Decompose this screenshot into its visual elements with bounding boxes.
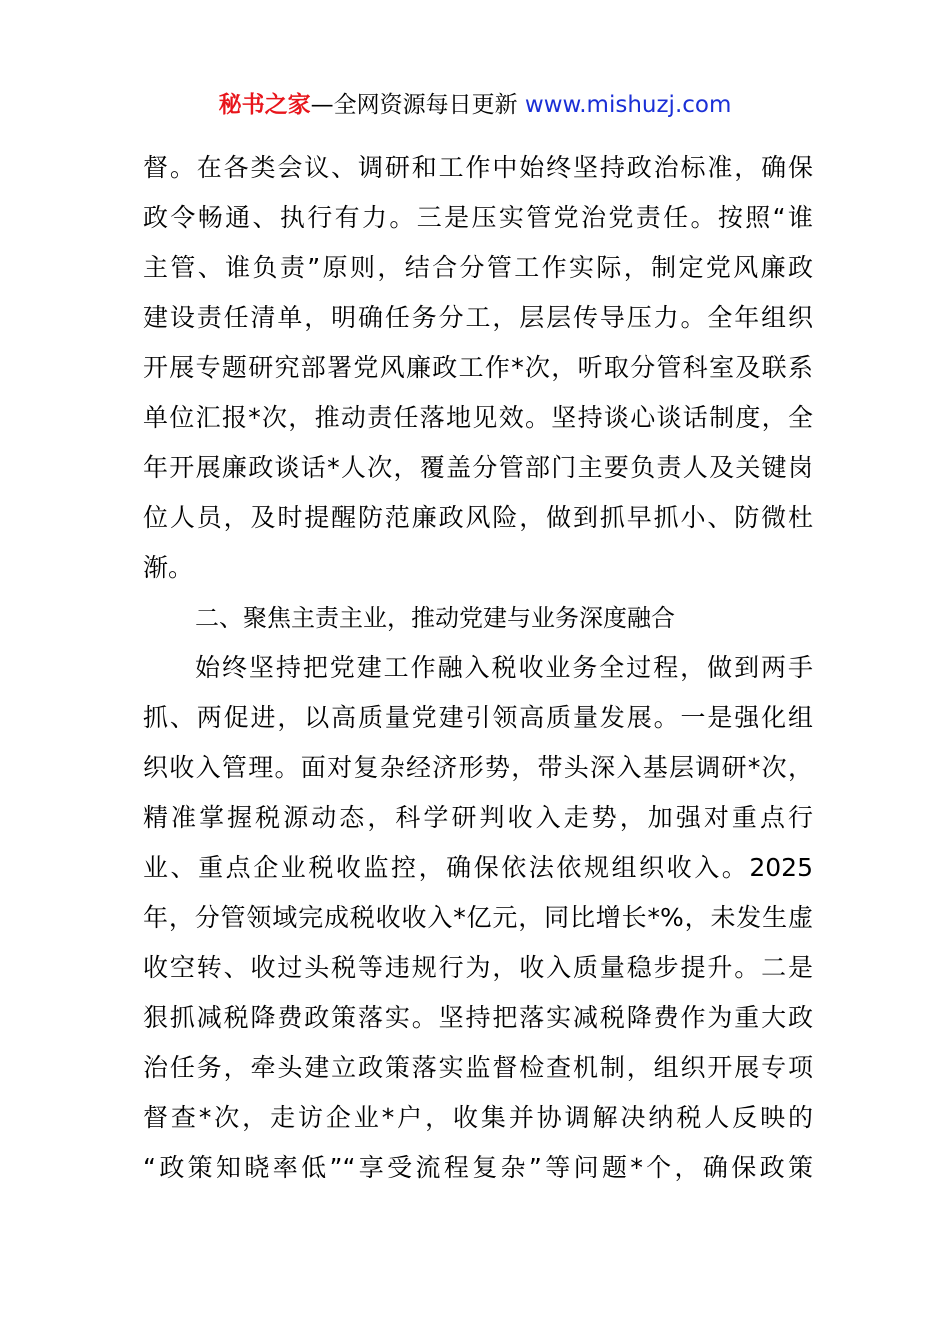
paragraph-line: 建设责任清单，明确任务分工，层层传导压力。全年组织 bbox=[143, 303, 813, 332]
paragraph-line: 年开展廉政谈话*人次，覆盖分管部门主要负责人及关键岗 bbox=[143, 453, 813, 482]
paragraph-line: 政令畅通、执行有力。三是压实管党治党责任。按照“谁 bbox=[143, 203, 813, 232]
header-url-link[interactable]: www.mishuzj.com bbox=[524, 92, 732, 118]
paragraph-line: “政策知晓率低”“享受流程复杂”等问题*个，确保政策 bbox=[143, 1153, 813, 1182]
header-brand: 秘书之家 bbox=[218, 92, 311, 118]
paragraph-line: 单位汇报*次，推动责任落地见效。坚持谈心谈话制度，全 bbox=[143, 403, 813, 432]
paragraph-line: 年，分管领域完成税收收入*亿元，同比增长*%，未发生虚 bbox=[143, 903, 813, 932]
paragraph-line: 抓、两促进，以高质量党建引领高质量发展。一是强化组 bbox=[143, 703, 813, 732]
paragraph-line: 狠抓减税降费政策落实。坚持把落实减税降费作为重大政 bbox=[143, 1003, 813, 1032]
paragraph-line: 督查*次，走访企业*户，收集并协调解决纳税人反映的 bbox=[143, 1103, 813, 1132]
paragraph-2 bbox=[143, 643, 813, 1193]
paragraph-line: 督。在各类会议、调研和工作中始终坚持政治标准，确保 bbox=[143, 153, 813, 182]
paragraph-line: 渐。 bbox=[143, 553, 194, 582]
paragraph-line: 治任务，牵头建立政策落实监督检查机制，组织开展专项 bbox=[143, 1053, 813, 1082]
paragraph-line: 精准掌握税源动态，科学研判收入走势，加强对重点行 bbox=[143, 803, 813, 832]
paragraph-1 bbox=[143, 143, 813, 593]
page-header bbox=[0, 88, 950, 122]
paragraph-line: 始终坚持把党建工作融入税收业务全过程，做到两手 bbox=[195, 653, 813, 682]
paragraph-line: 开展专题研究部署党风廉政工作*次，听取分管科室及联系 bbox=[143, 353, 813, 382]
paragraph-line: 主管、谁负责”原则，结合分管工作实际，制定党风廉政 bbox=[143, 253, 813, 282]
paragraph-line: 织收入管理。面对复杂经济形势，带头深入基层调研*次， bbox=[143, 753, 813, 782]
paragraph-line: 收空转、收过头税等违规行为，收入质量稳步提升。二是 bbox=[143, 953, 813, 982]
paragraph-line: 位人员，及时提醒防范廉政风险，做到抓早抓小、防微杜 bbox=[143, 503, 813, 532]
paragraph-line: 业、重点企业税收监控，确保依法依规组织收入。2025 bbox=[143, 853, 813, 882]
header-tagline: —全网资源每日更新 bbox=[310, 92, 525, 118]
document-body bbox=[143, 143, 813, 1193]
section-heading: 二、聚焦主责主业，推动党建与业务深度融合 bbox=[195, 604, 675, 632]
